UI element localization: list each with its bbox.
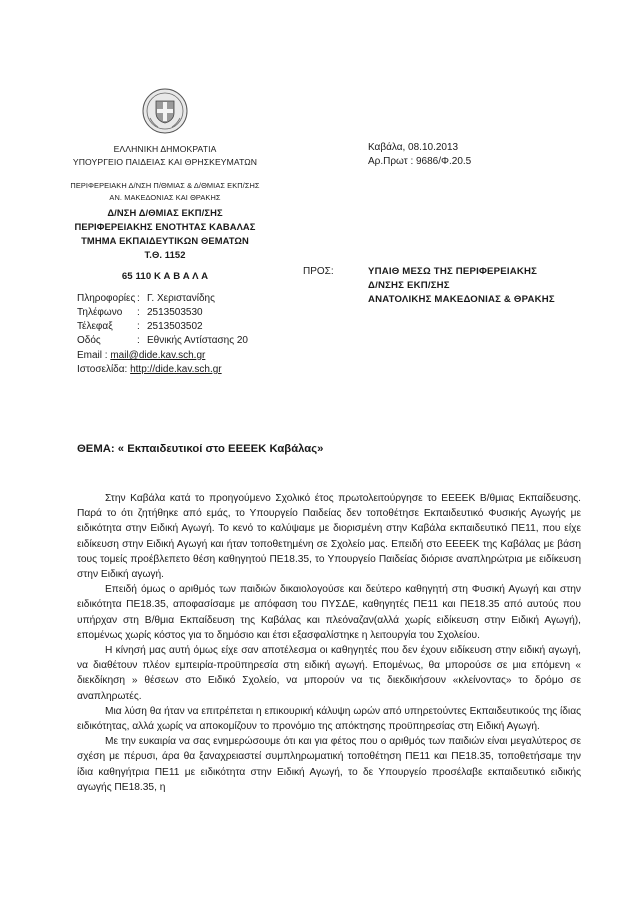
greek-coat-of-arms-icon [142, 88, 188, 134]
contact-email [77, 350, 205, 361]
protocol-number: Αρ.Πρωτ : 9686/Φ.20.5 [368, 156, 472, 167]
contact-key: Τέλεφαξ [77, 321, 113, 332]
header-ministry: ΥΠΟΥΡΓΕΙΟ ΠΑΙΔΕΙΑΣ ΚΑΙ ΘΡΗΣΚΕΥΜΑΤΩΝ [72, 157, 258, 167]
letter-subject: ΘΕΜΑ: « Εκπαιδευτικοί στο ΕΕΕΕΚ Καβάλας» [77, 443, 324, 455]
header-region: ΑΝ. ΜΑΚΕΔΟΝΙΑΣ ΚΑΙ ΘΡΑΚΗΣ [109, 193, 221, 202]
contact-key: Τηλέφωνο [77, 307, 123, 318]
recipient-line-1: ΥΠΑΙΘ ΜΕΣΩ ΤΗΣ ΠΕΡΙΦΕΡΕΙΑΚΗΣ [368, 266, 538, 277]
contact-value: 2513503502 [147, 321, 203, 332]
body-paragraph: Μια λύση θα ήταν να επιτρέπεται η επικουρική κάλυψη ωρών από υπηρετούντες Εκπαιδευτικούς της ίδιας ειδικότητας, αλλά χωρίς να αποκομίζουν το προνόμιο της απόκτησης προϋπηρεσίας στη Ειδική Αγωγή. [77, 705, 581, 733]
contact-phone: Τηλέφωνο : 2513503530 [77, 307, 203, 318]
contact-value: Γ. Χεριστανίδης [147, 293, 215, 304]
header-department: ΤΜΗΜΑ ΕΚΠΑΙΔΕΥΤΙΚΩΝ ΘΕΜΑΤΩΝ [81, 235, 249, 246]
contact-key: Οδός [77, 335, 101, 346]
contact-fax: Τέλεφαξ : 2513503502 [77, 321, 203, 332]
recipient-label: ΠΡΟΣ: [303, 266, 334, 277]
body-paragraph: Στην Καβάλα κατά το προηγούμενο Σχολικό έτος πρωτολειτούργησε το ΕΕΕΕΚ Β/θμιας Εκπαίδευσης. Παρά το ότι ζητήθηκε από εμάς, το Υπουργείο Παιδείας δεν τοποθέτησε Εκπαιδευτικό Φυσικής Αγωγής με ειδικότητα στην Ειδική Αγωγή. Το κενό το καλύψαμε με διορισμένη στην Καβάλα εκπαιδευτικό ΠΕ11, που είχε ειδίκευση στην Ειδική Αγωγή και ήταν τοποθετημένη σε Σχολείο μας. Επειδή στο ΕΕΕΕΚ της Καβάλας με βάση τους τομείς προέβλεπετο θέση καθηγητού ΠΕ18.35, το Υπουργείο Παιδείας διόρισε αναπληρώτρια με ειδίκευση στην Ειδική αγωγή. [77, 493, 581, 581]
email-link[interactable]: mail@dide.kav.sch.gr [110, 350, 206, 361]
letter-body [77, 491, 581, 795]
website-label: Ιστοσελίδα: [77, 364, 128, 375]
header-po-box: Τ.Θ. 1152 [144, 249, 186, 260]
contact-value: Εθνικής Αντίστασης 20 [147, 335, 248, 346]
contact-key: Πληροφορίες [77, 293, 136, 304]
recipient-line-3: ΑΝΑΤΟΛΙΚΗΣ ΜΑΚΕΔΟΝΙΑΣ & ΘΡΑΚΗΣ [368, 294, 555, 305]
header-regional-unit: ΠΕΡΙΦΕΡΕΙΑΚΗΣ ΕΝΟΤΗΤΑΣ ΚΑΒΑΛΑΣ [74, 221, 256, 232]
header-postcode-city: 65 110 Κ Α Β Α Λ Α [121, 271, 209, 282]
body-paragraph: Επειδή όμως ο αριθμός των παιδιών δικαιολογούσε και δεύτερο καθηγητή στη Φυσική Αγωγή και στην ειδικότητα ΠΕ18.35, αποφασίσαμε με απόφαση του ΠΥΣΔΕ, καθηγητές ΠΕ11 και ΠΕ18.35 από αυτούς που υπήρχαν στη Β/θμια Εκπαίδευση της Καβάλας και πλεόναζαν(αλλά χωρίς ειδίκευση στην Ειδική Αγωγή), επομένως χωρίς κόστος για το δημόσιο και έτσι εξασφαλίστηκε η λειτουργία του Σχολείου. [77, 584, 581, 641]
body-paragraph: Με την ευκαιρία να σας ενημερώσουμε ότι και για φέτος που ο αριθμός των παιδιών είναι μεγαλύτερος σε σχέση με πέρυσι, άρα θα ξαναχρειαστεί συμπληρωματική τοποθέτηση ΠΕ11 και ΠΕ18.35, τοποθετήσαμε την ίδια καθηγήτρια ΠΕ11 με ειδικότητα στην Ειδική Αγωγή, το δε Υπουργείο προσέλαβε εκπαιδευτικό ειδικής αγωγής ΠΕ18.35, η [77, 736, 581, 793]
header-republic: ΕΛΛΗΝΙΚΗ ΔΗΜΟΚΡΑΤΙΑ [113, 144, 217, 154]
header-regional-directorate: ΠΕΡΙΦΕΡΕΙΑΚΗ Δ/ΝΣΗ Π/ΘΜΙΑΣ & Δ/ΘΜΙΑΣ ΕΚΠ/ΣΗΣ [70, 181, 260, 190]
letter-date: Καβάλα, 08.10.2013 [368, 142, 459, 153]
header-directorate: Δ/ΝΣΗ Δ/ΘΜΙΑΣ ΕΚΠ/ΣΗΣ [107, 207, 223, 218]
website-link[interactable]: http://dide.kav.sch.gr [130, 364, 222, 375]
contact-website [77, 364, 222, 375]
contact-value: 2513503530 [147, 307, 203, 318]
body-paragraph: Η κίνησή μας αυτή όμως είχε σαν αποτέλεσμα οι καθηγητές που δεν έχουν ειδίκευση στην ειδική αγωγή, να διαθέτουν πλέον εμπειρία-προϋπηρεσία στη ειδική αγωγή. Επομένως, θα μπορούσε σε μια επόμενη « διεκδίκηση » θέσεων στο Ειδικό Σχολείο, να μπορούν να τις διεκδικήσουν «κλείνοντας» το δρόμο σε αναπληρωτές. [77, 645, 581, 702]
recipient-line-2: Δ/ΝΣΗΣ ΕΚΠ/ΣΗΣ [368, 280, 450, 291]
contact-address: Οδός : Εθνικής Αντίστασης 20 [77, 335, 248, 346]
email-label: Email : [77, 350, 108, 361]
contact-info-person: Πληροφορίες : Γ. Χεριστανίδης [77, 293, 215, 304]
